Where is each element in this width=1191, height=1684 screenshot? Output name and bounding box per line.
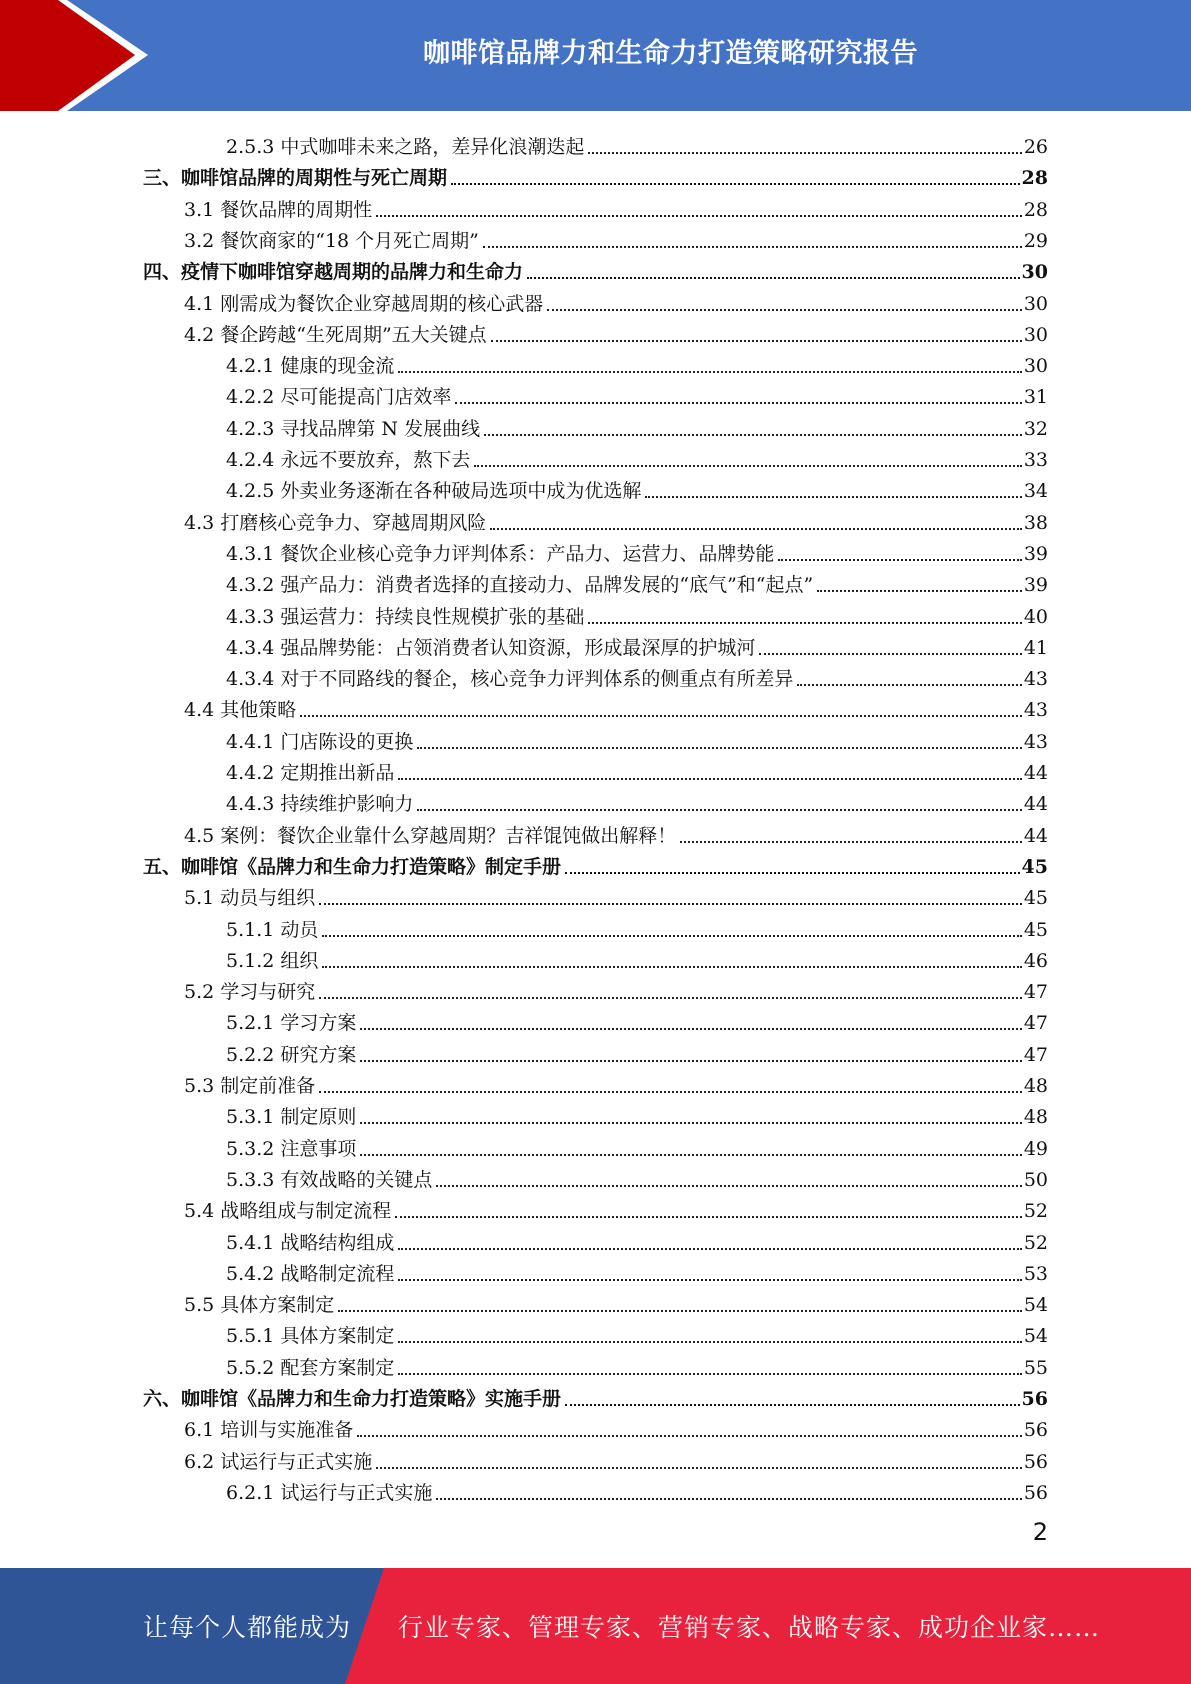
toc-entry-page: 52 — [1023, 1200, 1048, 1223]
toc-entry[interactable] — [184, 879, 1048, 910]
toc-entry[interactable] — [184, 285, 1048, 316]
toc-entry-page: 31 — [1023, 386, 1048, 409]
toc-entry[interactable] — [226, 911, 1048, 942]
toc-entry-page: 30 — [1023, 355, 1048, 378]
toc-entry-page: 52 — [1023, 1231, 1048, 1254]
toc-dot-leader — [436, 1185, 1021, 1187]
toc-entry-label: 4.4.1 门店陈设的更换 — [226, 730, 414, 753]
toc-entry-page: 56 — [1023, 1450, 1048, 1473]
toc-entry-label: 5.4.1 战略结构组成 — [226, 1231, 395, 1254]
toc-dot-leader — [588, 152, 1021, 154]
toc-entry-label: 5.3.3 有效战略的关键点 — [226, 1168, 433, 1191]
toc-entry-label: 5.3.2 注意事项 — [226, 1137, 357, 1160]
toc-entry[interactable] — [226, 1317, 1048, 1348]
toc-entry[interactable] — [143, 253, 1048, 284]
toc-entry[interactable] — [184, 1443, 1048, 1474]
toc-entry-page: 48 — [1023, 1106, 1048, 1129]
toc-entry-label: 4.3.2 强产品力：消费者选择的直接动力、品牌发展的“底气”和“起点” — [226, 574, 814, 597]
toc-entry-page: 39 — [1023, 574, 1048, 597]
toc-entry[interactable] — [226, 472, 1048, 503]
toc-dot-leader — [398, 1248, 1021, 1250]
toc-dot-leader — [322, 935, 1021, 937]
toc-entry-label: 2.5.3 中式咖啡未来之路，差异化浪潮迭起 — [226, 136, 585, 158]
toc-entry-page: 48 — [1023, 1075, 1048, 1097]
toc-dot-leader — [398, 1373, 1021, 1375]
toc-entry[interactable] — [226, 347, 1048, 378]
toc-entry-label: 5.1.2 组织 — [226, 949, 319, 972]
toc-dot-leader — [490, 528, 1022, 530]
toc-dot-leader — [491, 340, 1022, 342]
toc-entry-page: 29 — [1023, 229, 1048, 252]
toc-dot-leader — [547, 309, 1022, 311]
toc-entry[interactable] — [226, 785, 1048, 816]
toc-entry-label: 3.2 餐饮商家的“18 个月死亡周期” — [184, 229, 479, 252]
toc-dot-leader — [588, 622, 1021, 624]
toc-dot-leader — [565, 1404, 1020, 1406]
toc-dot-leader — [417, 809, 1021, 811]
toc-entry-label: 五、咖啡馆《品牌力和生命力打造策略》制定手册 — [143, 855, 562, 878]
toc-entry[interactable] — [226, 566, 1048, 597]
document-title: 咖啡馆品牌力和生命力打造策略研究报告 — [423, 37, 918, 69]
toc-entry-page: 56 — [1021, 1388, 1048, 1410]
toc-entry-label: 4.1 刚需成为餐饮企业穿越周期的核心武器 — [184, 292, 544, 315]
toc-entry[interactable] — [143, 848, 1048, 879]
toc-dot-leader — [398, 1341, 1021, 1343]
toc-entry-label: 5.5 具体方案制定 — [184, 1294, 335, 1317]
toc-dot-leader — [565, 872, 1020, 874]
toc-dot-leader — [360, 1028, 1021, 1030]
toc-entry-page: 45 — [1023, 918, 1048, 941]
toc-entry[interactable] — [226, 723, 1048, 754]
toc-entry[interactable] — [184, 691, 1048, 722]
toc-entry-page: 49 — [1023, 1137, 1048, 1160]
toc-entry-label: 4.3.1 餐饮企业核心竞争力评判体系：产品力、运营力、品牌势能 — [226, 542, 775, 565]
toc-entry-page: 38 — [1023, 511, 1048, 534]
toc-entry-page: 30 — [1023, 323, 1048, 346]
toc-dot-leader — [319, 997, 1022, 999]
toc-entry-page: 54 — [1023, 1294, 1048, 1317]
toc-dot-leader — [778, 559, 1021, 561]
toc-entry-page: 26 — [1023, 136, 1048, 158]
toc-entry[interactable] — [226, 410, 1048, 441]
toc-entry-label: 4.2.2 尽可能提高门店效率 — [226, 386, 452, 409]
toc-entry-page: 28 — [1023, 198, 1048, 221]
toc-entry-label: 4.2 餐企跨越“生死周期”五大关键点 — [184, 323, 487, 346]
toc-entry[interactable] — [184, 1067, 1048, 1098]
toc-entry-label: 5.2.1 学习方案 — [226, 1012, 357, 1035]
footer-band — [0, 1568, 1191, 1684]
toc-entry-page: 33 — [1023, 449, 1048, 471]
toc-dot-leader — [398, 1279, 1021, 1281]
toc-entry-label: 4.2.4 永远不要放弃，熬下去 — [226, 449, 471, 471]
toc-dot-leader — [360, 1154, 1021, 1156]
toc-dot-leader — [322, 966, 1021, 968]
toc-dot-leader — [759, 653, 1021, 655]
toc-dot-leader — [451, 183, 1020, 185]
toc-dot-leader — [357, 1435, 1022, 1437]
toc-entry-page: 28 — [1021, 167, 1048, 190]
footer-slogan-left: 让每个人都能成为 — [143, 1613, 352, 1642]
toc-dot-leader — [398, 371, 1021, 373]
toc-entry-page: 30 — [1021, 261, 1048, 284]
toc-dot-leader — [527, 277, 1020, 279]
toc-entry-label: 4.2.5 外卖业务逐渐在各种破局选项中成为优选解 — [226, 480, 642, 503]
toc-entry-page: 53 — [1023, 1262, 1048, 1285]
toc-entry-label: 三、咖啡馆品牌的周期性与死亡周期 — [143, 167, 448, 190]
toc-entry-label: 5.5.1 具体方案制定 — [226, 1325, 395, 1348]
toc-entry-label: 4.3.3 强运营力：持续良性规模扩张的基础 — [226, 605, 585, 628]
toc-dot-leader — [398, 778, 1021, 780]
toc-entry-label: 四、疫情下咖啡馆穿越周期的品牌力和生命力 — [143, 261, 524, 284]
toc-entry-label: 5.1.1 动员 — [226, 918, 319, 941]
page-number: 2 — [1032, 1518, 1048, 1546]
toc-entry-page: 45 — [1021, 855, 1048, 878]
toc-entry-label: 5.4 战略组成与制定流程 — [184, 1200, 392, 1223]
toc-entry-label: 六、咖啡馆《品牌力和生命力打造策略》实施手册 — [143, 1388, 562, 1410]
toc-entry[interactable] — [184, 1411, 1048, 1442]
toc-entry[interactable] — [226, 1349, 1048, 1380]
toc-dot-leader — [680, 841, 1022, 843]
toc-entry-label: 3.1 餐饮品牌的周期性 — [184, 198, 373, 221]
toc-entry[interactable] — [184, 1286, 1048, 1317]
toc-entry-page: 56 — [1023, 1481, 1048, 1504]
toc-entry[interactable] — [143, 159, 1048, 190]
toc-entry[interactable] — [226, 1255, 1048, 1286]
toc-entry[interactable] — [226, 598, 1048, 629]
toc-dot-leader — [484, 434, 1022, 436]
toc-dot-leader — [817, 590, 1022, 592]
toc-entry[interactable] — [226, 1098, 1048, 1129]
toc-entry-page: 44 — [1023, 824, 1048, 847]
toc-entry[interactable] — [226, 441, 1048, 472]
toc-entry-page: 32 — [1023, 417, 1048, 440]
toc-entry-page: 46 — [1023, 949, 1048, 972]
toc-dot-leader — [436, 1498, 1021, 1500]
toc-entry-page: 45 — [1023, 887, 1048, 910]
toc-dot-leader — [395, 1216, 1022, 1218]
toc-entry-label: 4.3 打磨核心竞争力、穿越周期风险 — [184, 511, 487, 534]
toc-entry-label: 4.4.3 持续维护影响力 — [226, 793, 414, 816]
toc-entry-page: 34 — [1023, 480, 1048, 503]
toc-entry-label: 5.1 动员与组织 — [184, 887, 316, 910]
toc-entry-page: 55 — [1023, 1356, 1048, 1379]
toc-entry-page: 30 — [1023, 292, 1048, 315]
toc-entry-label: 4.2.3 寻找品牌第 N 发展曲线 — [226, 417, 481, 440]
toc-entry-page: 43 — [1023, 699, 1048, 722]
toc-entry[interactable] — [226, 535, 1048, 566]
toc-entry-page: 43 — [1023, 730, 1048, 753]
toc-entry-label: 6.2 试运行与正式实施 — [184, 1450, 373, 1473]
toc-entry[interactable] — [184, 817, 1048, 848]
toc-entry-label: 6.2.1 试运行与正式实施 — [226, 1481, 433, 1504]
toc-entry[interactable] — [226, 1224, 1048, 1255]
toc-entry[interactable] — [226, 1130, 1048, 1161]
toc-dot-leader — [645, 496, 1021, 498]
toc-entry[interactable] — [184, 504, 1048, 535]
toc-dot-leader — [376, 1467, 1022, 1469]
toc-entry-page: 47 — [1023, 1012, 1048, 1035]
toc-dot-leader — [360, 1122, 1021, 1124]
toc-entry-label: 5.2.2 研究方案 — [226, 1043, 357, 1066]
toc-entry[interactable] — [184, 222, 1048, 253]
toc-entry[interactable] — [184, 191, 1048, 222]
toc-entry-label: 4.4.2 定期推出新品 — [226, 762, 395, 784]
toc-dot-leader — [376, 215, 1022, 217]
toc-entry[interactable] — [226, 1004, 1048, 1035]
toc-entry-page: 43 — [1023, 668, 1048, 691]
toc-entry[interactable] — [226, 660, 1048, 691]
toc-entry[interactable] — [226, 378, 1048, 409]
toc-entry-page: 39 — [1023, 542, 1048, 565]
toc-dot-leader — [319, 903, 1022, 905]
toc-entry-page: 47 — [1023, 981, 1048, 1004]
toc-entry[interactable] — [226, 1036, 1048, 1067]
toc-entry-label: 5.2 学习与研究 — [184, 981, 316, 1004]
toc-entry-page: 47 — [1023, 1043, 1048, 1066]
toc-entry-label: 4.3.4 强品牌势能：占领消费者认知资源，形成最深厚的护城河 — [226, 636, 756, 659]
toc-entry-label: 4.5 案例：餐饮企业靠什么穿越周期？吉祥馄饨做出解释！ — [184, 824, 677, 847]
toc-entry[interactable] — [184, 316, 1048, 347]
toc-entry-label: 5.5.2 配套方案制定 — [226, 1356, 395, 1379]
toc-entry-page: 41 — [1023, 636, 1048, 659]
toc-dot-leader — [483, 246, 1022, 248]
toc-entry[interactable] — [226, 629, 1048, 660]
toc-entry[interactable] — [226, 754, 1048, 785]
toc-entry-label: 6.1 培训与实施准备 — [184, 1419, 354, 1442]
footer-slogan-right: 行业专家、管理专家、营销专家、战略专家、成功企业家…… — [398, 1613, 1101, 1642]
toc-entry-label: 5.4.2 战略制定流程 — [226, 1262, 395, 1285]
toc-entry-page: 40 — [1023, 605, 1048, 628]
toc-dot-leader — [338, 1310, 1022, 1312]
toc-entry[interactable] — [226, 1474, 1048, 1505]
toc-entry[interactable] — [226, 1161, 1048, 1192]
toc-dot-leader — [797, 684, 1021, 686]
toc-entry-label: 5.3.1 制定原则 — [226, 1106, 357, 1129]
toc-dot-leader — [300, 715, 1022, 717]
toc-entry-label: 4.2.1 健康的现金流 — [226, 355, 395, 378]
toc-entry[interactable] — [226, 128, 1048, 159]
toc-dot-leader — [455, 402, 1021, 404]
toc-entry-page: 44 — [1023, 762, 1048, 784]
toc-entry[interactable] — [184, 973, 1048, 1004]
toc-entry[interactable] — [143, 1380, 1048, 1411]
header-band — [0, 0, 1191, 111]
toc-entry[interactable] — [184, 1192, 1048, 1223]
toc-entry-label: 5.3 制定前准备 — [184, 1075, 316, 1097]
toc-entry-page: 56 — [1023, 1419, 1048, 1442]
toc-entry-page: 44 — [1023, 793, 1048, 816]
toc-dot-leader — [319, 1091, 1022, 1093]
toc-entry-page: 50 — [1023, 1168, 1048, 1191]
toc-dot-leader — [360, 1060, 1021, 1062]
toc-entry[interactable] — [226, 942, 1048, 973]
toc-entry-page: 54 — [1023, 1325, 1048, 1348]
toc-dot-leader — [474, 465, 1021, 467]
toc-entry-label: 4.4 其他策略 — [184, 699, 297, 722]
toc-dot-leader — [417, 747, 1021, 749]
toc-entry-label: 4.3.4 对于不同路线的餐企，核心竞争力评判体系的侧重点有所差异 — [226, 668, 794, 691]
